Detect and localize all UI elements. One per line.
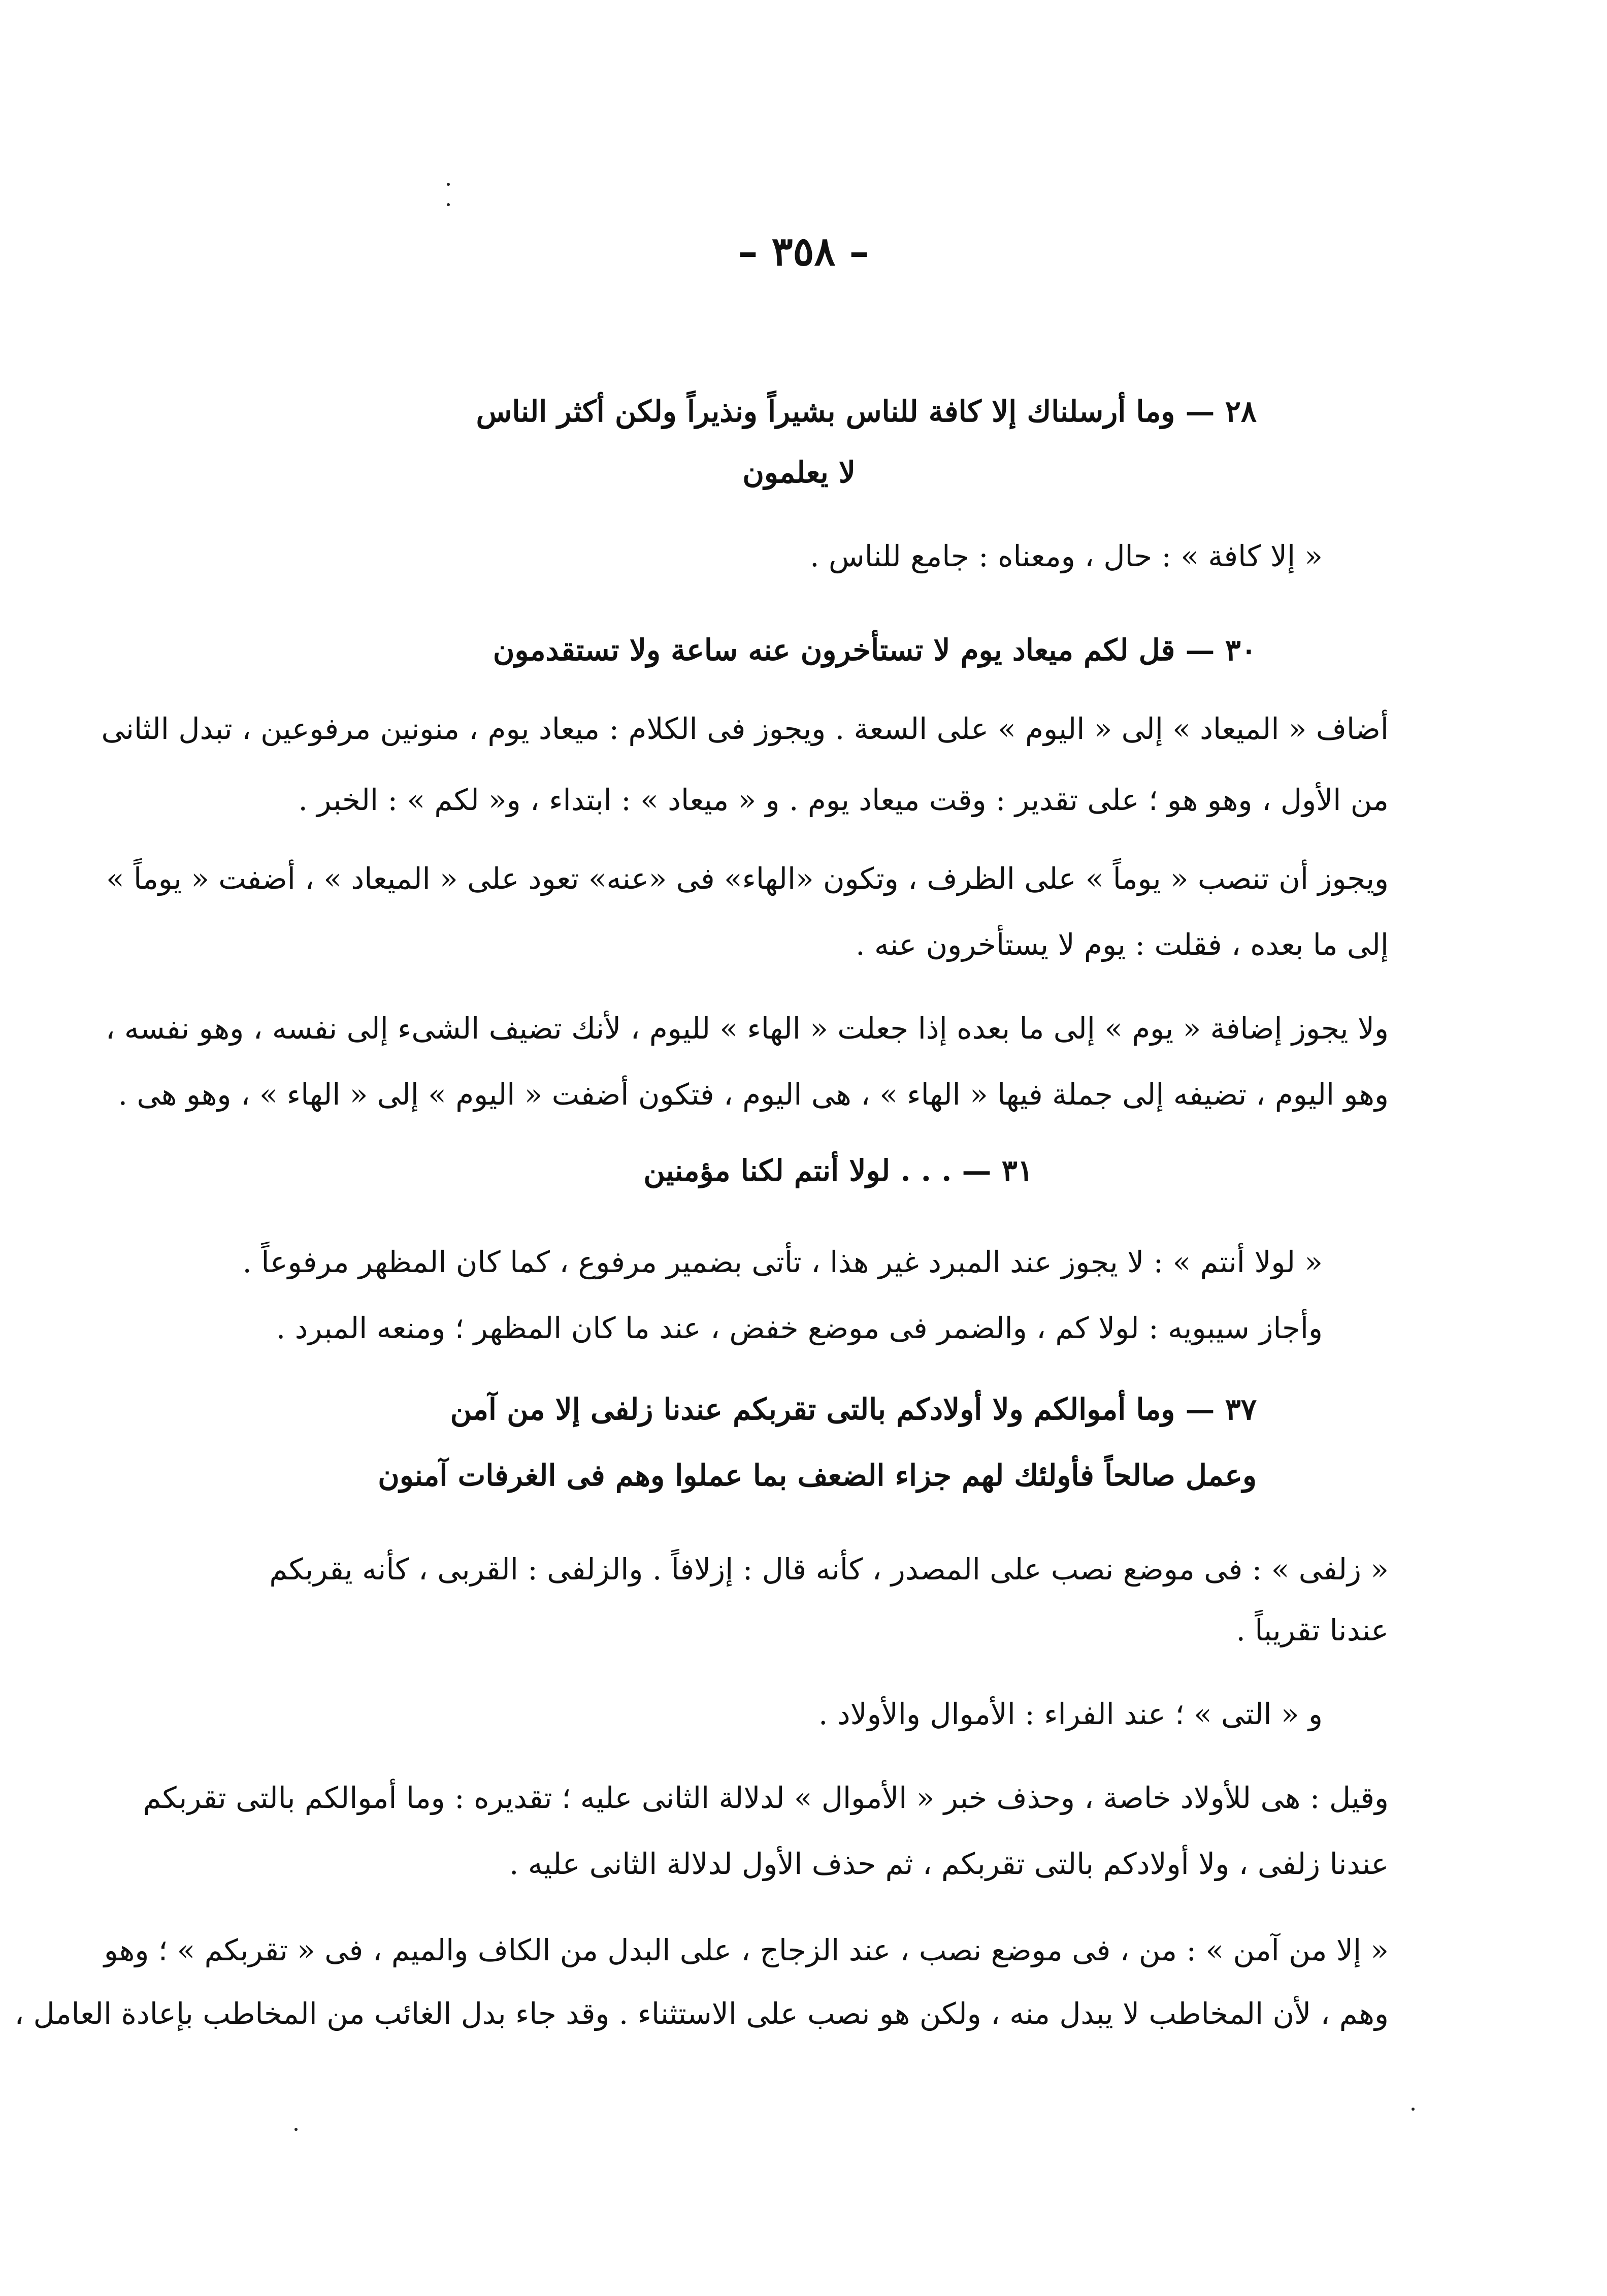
commentary-37-para2: و « التى » ؛ عند الفراء : الأموال والأولاد . <box>818 1697 1323 1731</box>
scan-speck <box>294 2128 298 2131</box>
scan-speck <box>447 203 450 206</box>
commentary-31-line2: وأجاز سيبويه : لولا كم ، والضمر فى موضع خفض ، عند ما كان المظهر ؛ ومنعه المبرد . <box>276 1311 1323 1345</box>
commentary-30-para2-line1: ويجوز أن تنصب « يوماً » على الظرف ، وتكون «الهاء» فى «عنه» تعود على « الميعاد » ، أضفت « يوماً » <box>106 861 1389 896</box>
commentary-37-para3-line1: وقيل : هى للأولاد خاصة ، وحذف خبر « الأموال » لدلالة الثانى عليه ؛ تقديره : وما أموالكم بالتى تقربكم <box>143 1781 1389 1815</box>
commentary-37-para4-line1: « إلا من آمن » : من ، فى موضع نصب ، عند الزجاج ، على البدل من الكاف والميم ، فى « تقربكم » ؛ وهو <box>104 1933 1389 1967</box>
verse-37-line-1: ٣٧ — وما أموالكم ولا أولادكم بالتى تقربكم عندنا زلفى إلا من آمن <box>450 1392 1257 1427</box>
commentary-31-line1: « لولا أنتم » : لا يجوز عند المبرد غير هذا ، تأتى بضمير مرفوع ، كما كان المظهر مرفوعاً . <box>242 1245 1323 1279</box>
commentary-37-para1-line1: « زلفى » : فى موضع نصب على المصدر ، كأنه قال : إزلافاً . والزلفى : القربى ، كأنه يقربكم <box>269 1552 1389 1587</box>
verse-28-line-2: لا يعلمون <box>742 455 856 490</box>
commentary-28: « إلا كافة » : حال ، ومعناه : جامع للناس . <box>810 539 1323 573</box>
verse-31: ٣١ — . . . لولا أنتم لكنا مؤمنين <box>643 1153 1033 1188</box>
verse-28-line-1: ٢٨ — وما أرسلناك إلا كافة للناس بشيراً ونذيراً ولكن أكثر الناس <box>476 394 1257 429</box>
commentary-37-para3-line2: عندنا زلفى ، ولا أولادكم بالتى تقربكم ، ثم حذف الأول لدلالة الثانى عليه . <box>509 1847 1389 1881</box>
scan-speck <box>447 183 450 186</box>
commentary-30-para2-line2: إلى ما بعده ، فقلت : يوم لا يستأخرون عنه . <box>856 927 1389 962</box>
commentary-37-para4-line2: وهم ، لأن المخاطب لا يبدل منه ، ولكن هو نصب على الاستثناء . وقد جاء بدل الغائب من المخاطب بإعادة العامل ، <box>14 1996 1389 2031</box>
commentary-30-para1-line1: أضاف « الميعاد » إلى « اليوم » على السعة . ويجوز فى الكلام : ميعاد يوم ، منونين مرفوعين ، تبدل الثانى <box>101 712 1389 746</box>
page-number: – ٣٥٨ – <box>738 229 869 275</box>
commentary-37-para1-line2: عندنا تقريباً . <box>1236 1613 1389 1647</box>
commentary-30-para1-line2: من الأول ، وهو هو ؛ على تقدير : وقت ميعاد يوم . و « ميعاد » : ابتداء ، و« لكم » : الخبر . <box>298 783 1389 817</box>
verse-30: ٣٠ — قل لكم ميعاد يوم لا تستأخرون عنه ساعة ولا تستقدمون <box>493 633 1257 667</box>
commentary-30-para3-line1: ولا يجوز إضافة « يوم » إلى ما بعده إذا جعلت « الهاء » لليوم ، لأنك تضيف الشىء إلى نفسه ، وهو نفسه ، <box>105 1011 1389 1046</box>
commentary-30-para3-line2: وهو اليوم ، تضيفه إلى جملة فيها « الهاء » ، هى اليوم ، فتكون أضفت « اليوم » إلى « الهاء » ، وهو هى . <box>118 1077 1389 1112</box>
scan-speck <box>1412 2108 1415 2111</box>
verse-37-line-2: وعمل صالحاً فأولئك لهم جزاء الضعف بما عملوا وهم فى الغرفات آمنون <box>378 1458 1257 1493</box>
